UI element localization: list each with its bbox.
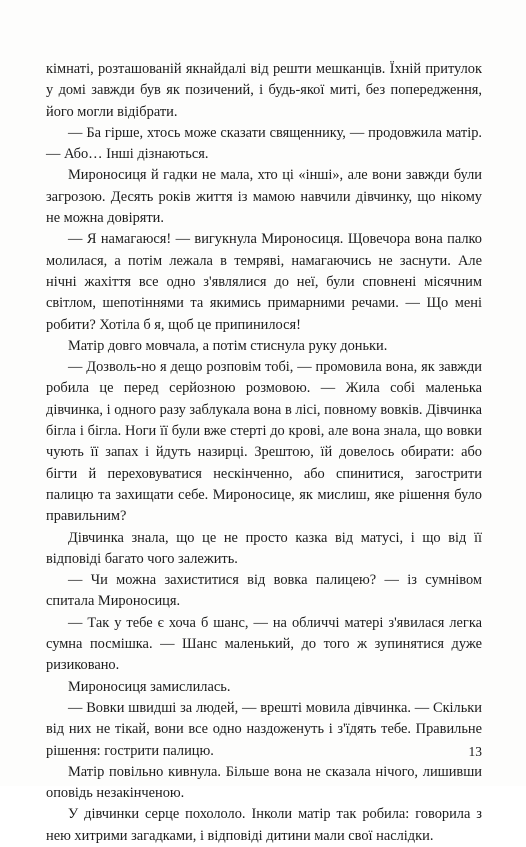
page-number: 13 xyxy=(468,744,482,759)
paragraph: Матір довго мовчала, а потім стиснула руку доньки. xyxy=(68,337,388,354)
paragraph-continued: кімнаті, розташованій якнайдалі від решти мешканців. Їхній притулок у домі завжди був як позичений, і будь-якої миті, без попередження, його могли відібрати. xyxy=(46,61,482,120)
paragraph: Мироносиця замислилась. xyxy=(68,678,231,695)
paragraph: Мироносиця й гадки не мала, хто ці «інші», але вони завжди були загрозою. Десять років життя із мамою навчили дівчинку, що нікому не можна довіряти. xyxy=(46,167,482,227)
paragraph: У дівчинки серце похололо. Інколи матір так робила: говорила з нею хитрими загадками, і відповіді дитини мали свої наслідки. xyxy=(46,806,482,844)
page-body-text xyxy=(46,59,482,847)
paragraph: — Дозволь-но я дещо розповім тобі, — промовила вона, як завжди робила це перед серйозною розмовою. — Жила собі маленька дівчинка, і одного разу заблукала вона в лісі, повному вовків. Дівчинка бігла і бігла. Ноги її були вже стерті до крові, але вона знала, що вовки чують її запах і йдуть назирці. Зрештою, їй довелось обирати: або бігти й переховуватися нескінченно, або спинитися, загострити палицю та захищати себе. Мироносице, як мислиш, яке рішення було правильним? xyxy=(46,359,482,525)
paragraph: — Вовки швидші за людей, — врешті мовила дівчинка. — Скільки від них не тікай, вони все одно наздоженуть і з'їдять тебе. Правильне рішення: гострити палицю. xyxy=(46,699,482,759)
paragraph: — Ба гірше, хтось може сказати священнику, — продовжила матір. — Або… Інші дізнаються. xyxy=(46,124,482,163)
paragraph: — Чи можна захиститися від вовка палицею? — із сумнівом спитала Мироносиця. xyxy=(46,572,482,610)
paragraph: — Я намагаюся! — вигукнула Мироносиця. Щовечора вона палко молилася, а потім лежала в темряві, намагаючись не заснути. Але нічні жахіття все одно з'являлися до неї, були сповнені місячним світлом, шепотіннями та якимись примарними речами. — Що мені робити? Хотіла б я, щоб це припинилося! xyxy=(46,231,482,333)
paragraph: Дівчинка знала, що це не просто казка від матусі, і що від її відповіді багато чого залежить. xyxy=(46,529,482,567)
paragraph: — Так у тебе є хоча б шанс, — на обличчі матері з'явилася легка сумна посмішка. — Шанс маленький, до того ж зупинятися дуже ризиковано. xyxy=(46,614,482,674)
paragraph: Матір повільно кивнула. Більше вона не сказала нічого, лишивши оповідь незакінченою. xyxy=(46,763,482,802)
